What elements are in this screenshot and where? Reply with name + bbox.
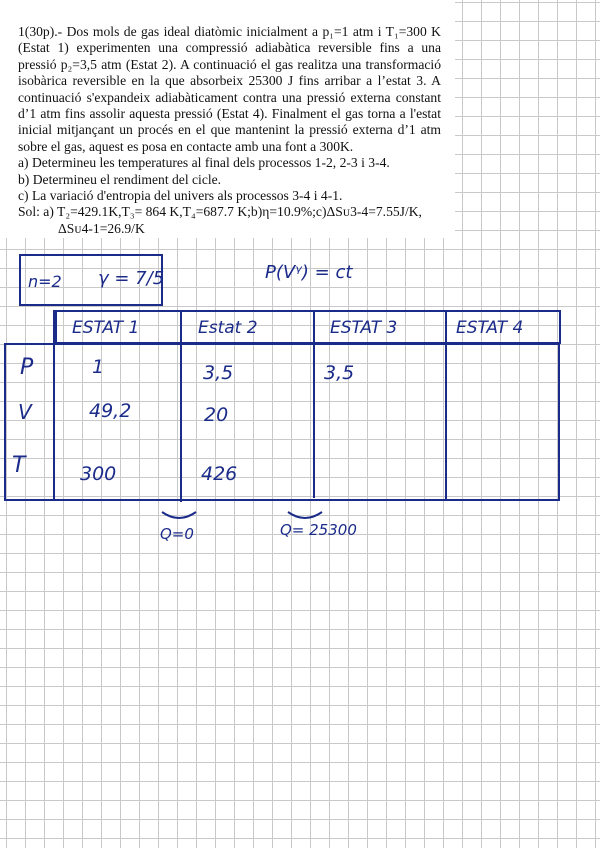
- header-estat-2: Estat 2: [198, 318, 258, 338]
- cell-t-estat-1: 300: [80, 463, 117, 485]
- moles-note: n=2: [28, 272, 62, 291]
- cell-t-estat-2: 426: [201, 463, 238, 485]
- problem-text: 1(30p).- Dos mols de gas ideal diatòmic inicialment a p₁=1 atm i T₁=300 K (Estat 1) experimenten una compressió adiabàtica reversible fins a una pressió p₂=3,5 atm (Estat 2). A continuació el gas realitza una transformació isobàrica reversible en la que absorbeix 25300 J fins arribar a l’estat 3. A continuació s'expandeix adiabàticament contra una pressió externa constant d’1 atm fins assolir aquesta pressió (Estat 4). Finalment el gas torna a l'estat inicial mitjançant un procés en el que mantenint la pressió externa d’1 atm sobre el gas, aquest es posa en contacte amb una font a 300K.: [18, 24, 441, 154]
- solution-line-2: ΔSᴜ4-1=26.9/K: [58, 220, 145, 236]
- column-divider: [313, 310, 315, 498]
- row-label-v: V: [18, 400, 32, 424]
- process-1-2-brace: [160, 510, 200, 522]
- adiabatic-law-note: P(Vᵞ) = ct: [265, 262, 353, 283]
- problem-statement: [0, 0, 455, 238]
- cell-v-estat-2: 20: [204, 404, 229, 426]
- question-c: c) La variació d'entropia del univers als processos 3-4 i 4-1.: [18, 188, 343, 204]
- header-estat-4: ESTAT 4: [456, 318, 524, 338]
- header-estat-1: ESTAT 1: [72, 318, 140, 338]
- column-divider: [445, 310, 447, 500]
- column-divider: [180, 310, 182, 502]
- cell-p-estat-3: 3,5: [324, 362, 355, 384]
- heat-process-1-2: Q=0: [160, 525, 194, 543]
- solution-line-1: Sol: a) T₂=429.1K,T₃= 864 K,T₄=687.7 K;b)η=10.9%;c)ΔSᴜ3-4=7.55J/K,: [18, 204, 422, 220]
- header-estat-3: ESTAT 3: [330, 318, 398, 338]
- cell-p-estat-2: 3,5: [203, 362, 234, 384]
- gamma-note: γ = 7/5: [98, 268, 165, 289]
- column-divider: [53, 310, 55, 500]
- heat-process-2-3: Q= 25300: [280, 521, 357, 539]
- question-b: b) Determineu el rendiment del cicle.: [18, 171, 222, 187]
- row-label-t: T: [12, 453, 26, 478]
- question-a: a) Determineu les temperatures al final dels processos 1-2, 2-3 i 3-4.: [18, 155, 390, 171]
- cell-v-estat-1: 49,2: [89, 400, 132, 422]
- cell-p-estat-1: 1: [92, 356, 105, 378]
- row-label-p: P: [20, 355, 34, 380]
